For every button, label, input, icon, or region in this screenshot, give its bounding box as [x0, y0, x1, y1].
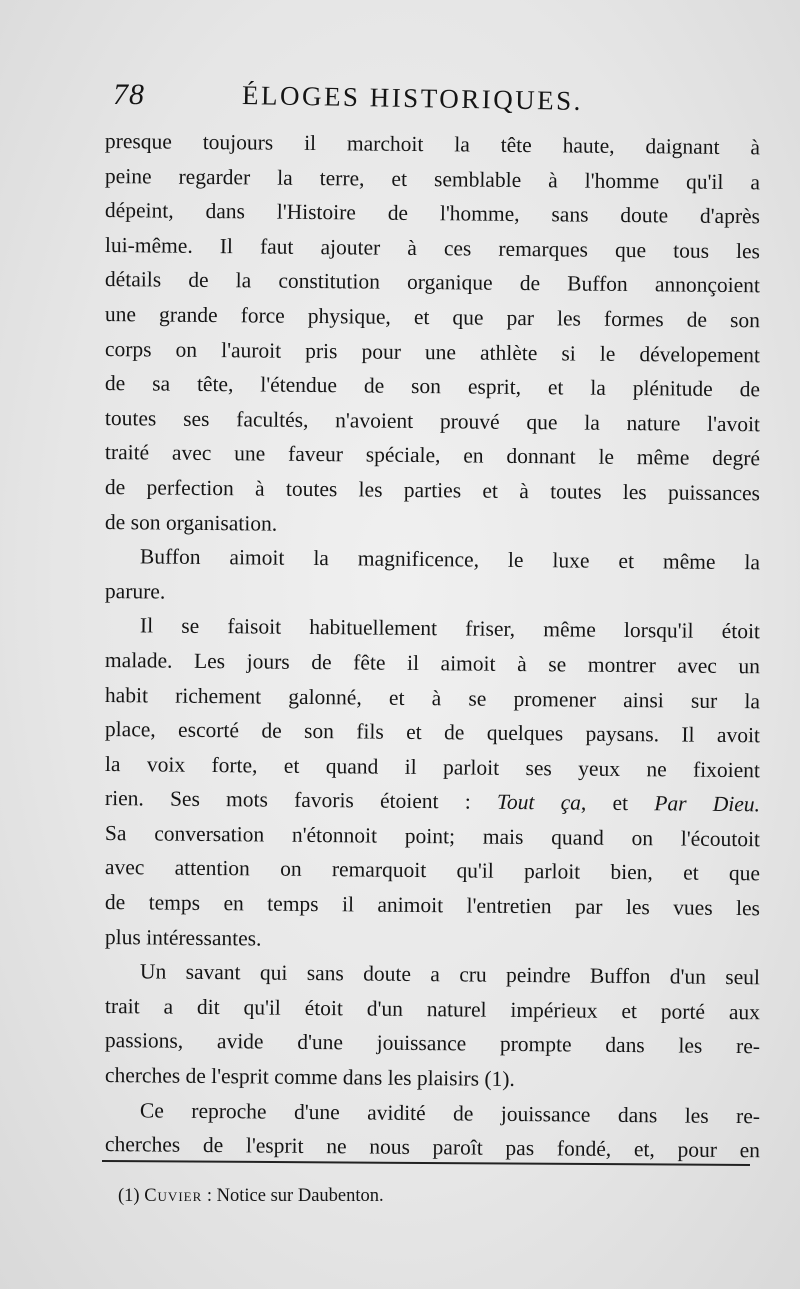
italic-phrase: Par Dieu. [654, 791, 761, 817]
text-line: corps on l'auroit pris pour une athlète si le dévelopement [104, 336, 761, 367]
text-line: malade. Les jours de fête il aimoit à se montrer avec un [104, 647, 761, 679]
text-line: habit richement galonné, et à se promener ainsi sur la [104, 682, 761, 713]
text-line: cherches de l'esprit comme dans les plaisirs (1). [104, 1063, 515, 1091]
text-line: lui-même. Il faut ajouter à ces remarques que tous les [104, 232, 761, 264]
page-header [105, 78, 760, 124]
paragraph-first-line: Il se faisoit habituellement friser, même lorsqu'il étoit [139, 613, 761, 644]
text-line: plus intéressantes. [104, 924, 262, 951]
text-segment: rien. Ses mots favoris étoient : [104, 786, 498, 815]
text-line: place, escorté de son fils et de quelques paysans. Il avoit [104, 717, 761, 748]
text-line: avec attention on remarquoit qu'il parloit bien, et que [104, 855, 761, 886]
text-line: cherches de l'esprit ne nous paroît pas fondé, et, pour en [104, 1132, 761, 1163]
text-line: la voix forte, et quand il parloit ses yeux ne fixoient [104, 751, 761, 782]
running-title: ÉLOGES HISTORIQUES. [241, 80, 584, 116]
text-line: Sa conversation n'étonnoit point; mais quand on l'écoutoit [104, 820, 761, 852]
italic-phrase: Tout ça [496, 790, 582, 815]
page-number: 78 [113, 78, 145, 111]
footnote-author: Cuvier [144, 1186, 203, 1206]
footnote-marker: (1) [118, 1186, 145, 1206]
text-line: de temps en temps il animoit l'entretien par les vues les [104, 890, 761, 921]
text-line: passions, avide d'une jouissance prompte dans les re- [104, 1028, 761, 1059]
text-line: peine regarder la terre, et semblable à l'homme qu'il a [104, 163, 761, 194]
text-line: détails de la constitution organique de Buffon annonçoient [104, 267, 761, 298]
paragraph-first-line: Un savant qui sans doute a cru peindre Buffon d'un seul [139, 959, 761, 990]
footnote-text: : Notice sur Daubenton. [202, 1186, 384, 1206]
text-line: de sa tête, l'étendue de son esprit, et la plénitude de [104, 371, 761, 402]
text-line: presque toujours il marchoit la tête haute, daignant à [104, 129, 761, 160]
paragraph-first-line: Buffon aimoit la magnificence, le luxe et même la [139, 544, 761, 575]
text-line: de son organisation. [104, 509, 278, 536]
paragraph-first-line: Ce reproche d'une avidité de jouissance dans les re- [139, 1097, 761, 1128]
footnote [118, 1186, 384, 1207]
text-line: toutes ses facultés, n'avoient prouvé que la nature l'avoit [104, 405, 761, 437]
page-text [105, 78, 760, 1162]
text-line: traité avec une faveur spéciale, en donnant le même degré [104, 440, 761, 471]
text-line: dépeint, dans l'Histoire de l'homme, sans doute d'après [104, 198, 761, 229]
text-line: une grande force physique, et que par les formes de son [104, 301, 761, 333]
text-segment: , et [580, 790, 655, 816]
text-line: trait a dit qu'il étoit d'un naturel impérieux et porté aux [104, 993, 761, 1025]
text-line: parure. [104, 578, 166, 604]
text-line: de perfection à toutes les parties et à toutes les puissances [104, 474, 761, 506]
